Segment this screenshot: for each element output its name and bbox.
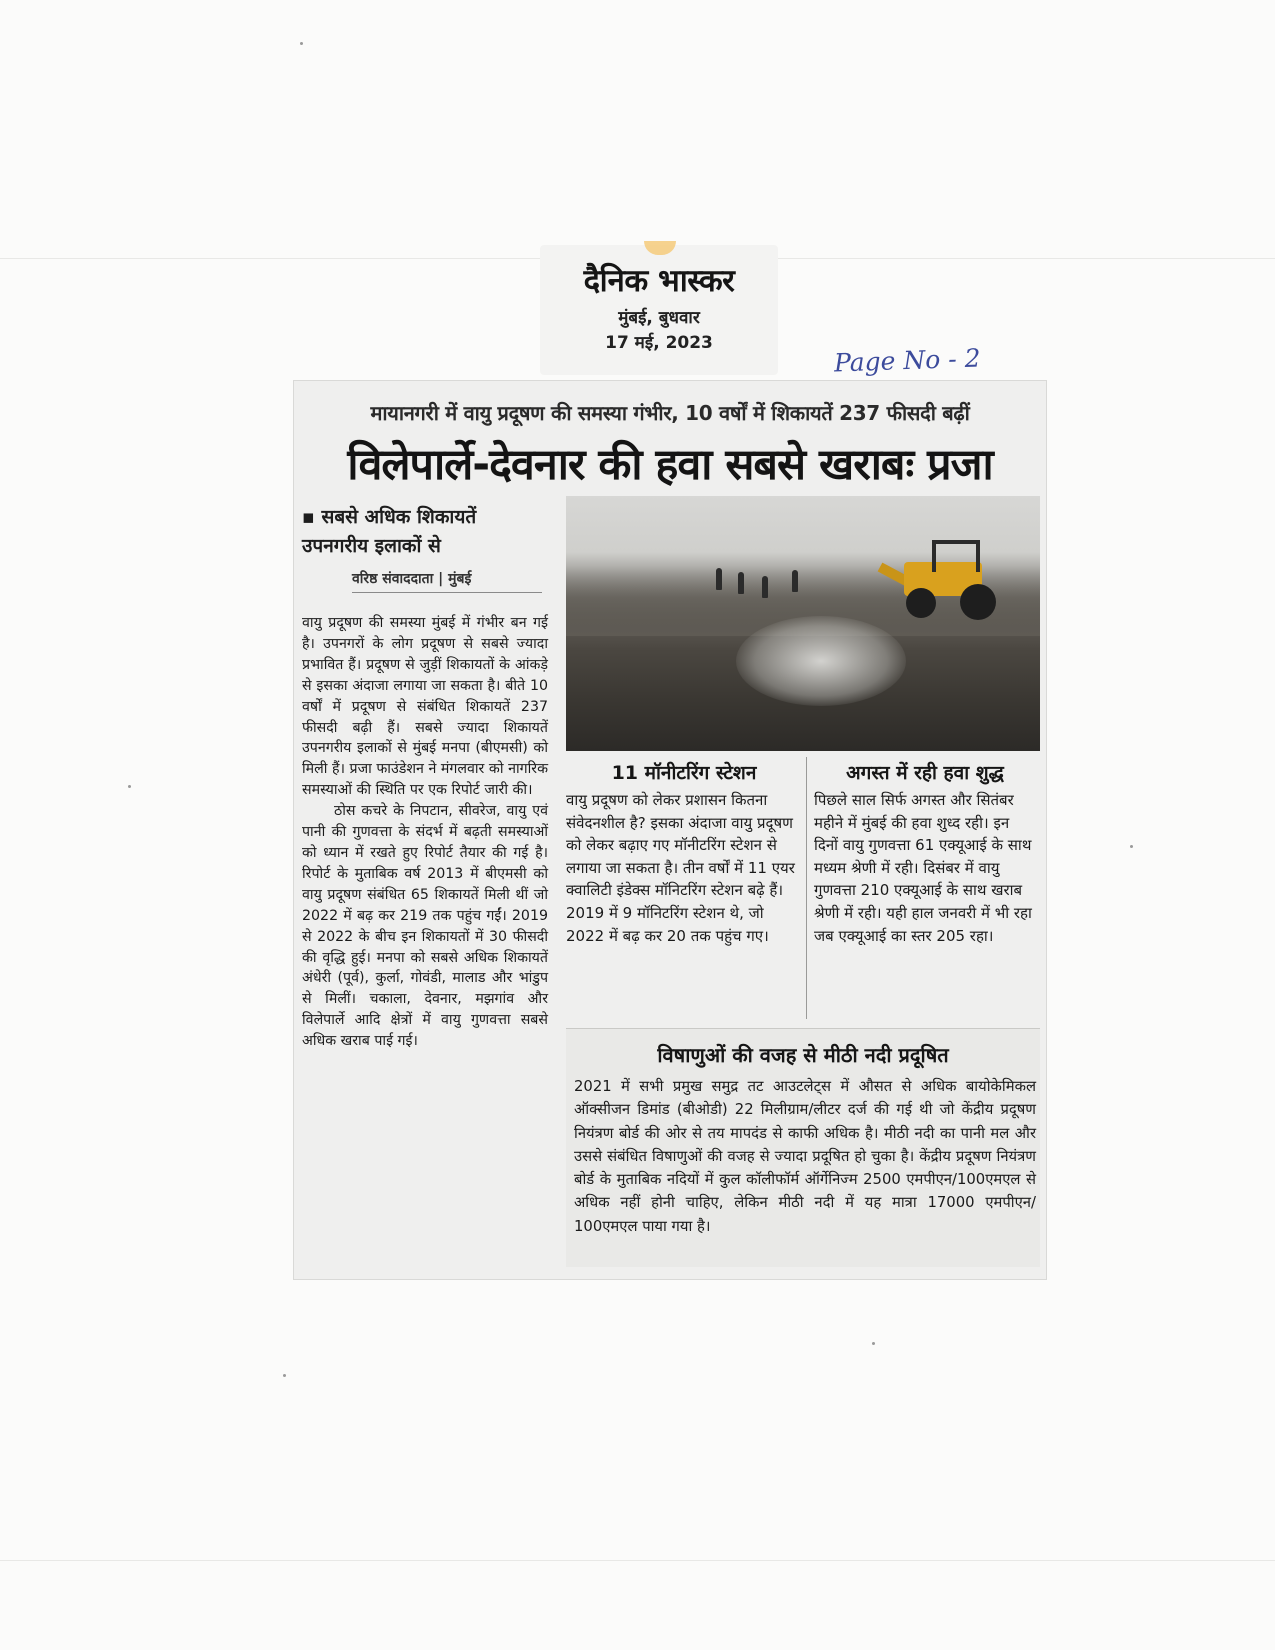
- news-clipping: [293, 380, 1047, 1280]
- side2-heading: अगस्त में रही हवा शुद्ध: [846, 762, 1004, 784]
- column-divider: [806, 757, 807, 1019]
- landfill-photo: [566, 496, 1040, 751]
- photo-smoke: [736, 616, 906, 706]
- byline: वरिष्ठ संवाददाता | मुंबई: [352, 569, 542, 593]
- subhead-line-1: ▪ सबसे अधिक शिकायतें: [302, 506, 477, 528]
- photo-worker: [762, 576, 768, 598]
- photo-worker: [738, 572, 744, 594]
- handwritten-page-number: Page No - 2: [833, 343, 981, 378]
- article-paragraph: ठोस कचरे के निपटान, सीवरेज, वायु एवं पानी की गुणवत्ता के संदर्भ में बढ़ती समस्याओं को ध्यान में रखते हुए रिपोर्ट तैयार की गई है। रिपोर्ट के मुताबिक वर्ष 2013 में बीएमसी को वायु प्रदूषण संबंधित 65 शिकायतें मिली थीं जो 2022 में बढ़ कर 219 तक पहुंच गईं। 2019 से 2022 के बीच इन शिकायतों में 30 फीसदी की वृद्धि हुई। मनपा को सबसे अधिक शिकायतें अंधेरी (पूर्व), कुर्ला, गोवंडी, मालाड और भांडुप से मिलीं। चकाला, देवनार, मझगांव और विलेपार्ले आदि क्षेत्रों में वायु गुणवत्ता सबसे अधिक खराब पाई गई।: [302, 803, 548, 1050]
- article-paragraph: वायु प्रदूषण की समस्या मुंबई में गंभीर बन गई है। उपनगरों के लोग प्रदूषण से सबसे ज्यादा प्रभावित हैं। प्रदूषण से जुड़ीं शिकायतों के आंकड़े से इसका अंदाजा लगाया जा सकता है। बीते 10 वर्षों में प्रदूषण से संबंधित शिकायतें 237 फीसदी बढ़ी हैं। सबसे ज्यादा शिकायतें उपनगरीय इलाकों से मुंबई मनपा (बीएमसी) को मिली हैं। प्रजा फाउंडेशन ने मंगलवार को नागरिक समस्याओं की स्थिति पर एक रिपोर्ट जारी की।: [302, 615, 548, 799]
- scan-line: [0, 1560, 1275, 1561]
- dust-speck: [300, 42, 303, 45]
- box-heading: विषाणुओं की वजह से मीठी नदी प्रदूषित: [657, 1043, 949, 1067]
- side1-heading: 11 मॉनीटरिंग स्टेशन: [611, 762, 757, 784]
- masthead: [540, 245, 778, 375]
- photo-worker: [716, 568, 722, 590]
- article-subhead: [302, 503, 542, 561]
- mithi-river-box: [566, 1028, 1040, 1267]
- photo-worker: [792, 570, 798, 592]
- article-body: [302, 613, 548, 1052]
- article-overline: मायानगरी में वायु प्रदूषण की समस्या गंभीर, 10 वर्षों में शिकायतें 237 फीसदी बढ़ीं: [370, 401, 970, 425]
- dust-speck: [128, 785, 131, 788]
- city-day: मुंबई, बुधवार: [618, 308, 700, 328]
- side2-body: पिछले साल सिर्फ अगस्त और सितंबर महीने में मुंबई की हवा शुध्द रही। इन दिनों वायु गुणवत्ता 61 एक्यूआई के साथ मध्यम श्रेणी में रही। दिसंबर में वायु गुणवत्ता 210 एक्यूआई के साथ खराब श्रेणी में रही। यही हाल जनवरी में भी रहा जब एक्यूआई का स्तर 205 रहा।: [814, 791, 1032, 945]
- dust-speck: [872, 1342, 875, 1345]
- paper-name: दैनिक भास्कर: [583, 263, 735, 299]
- dust-speck: [283, 1374, 286, 1377]
- issue-date: 17 मई, 2023: [605, 333, 713, 353]
- photo-jcb-excavator: [876, 536, 1006, 616]
- masthead-sun-logo: [644, 241, 676, 255]
- article-headline: विलेपार्ले-देवनार की हवा सबसे खराबः प्रजा: [347, 440, 993, 490]
- dust-speck: [1130, 845, 1133, 848]
- subhead-line-2: उपनगरीय इलाकों से: [302, 535, 441, 557]
- box-body: 2021 में सभी प्रमुख समुद्र तट आउटलेट्स में औसत से अधिक बायोकेमिकल ऑक्सीजन डिमांड (बीओडी) 22 मिलीग्राम/लीटर दर्ज की गई थी जो केंद्रीय प्रदूषण नियंत्रण बोर्ड की ओर से तय मापदंड से काफी अधिक है। मीठी नदी का पानी मल और उससे संबंधित विषाणुओं की वजह से ज्यादा प्रदूषित हो चुका है। केंद्रीय प्रदूषण नियंत्रण बोर्ड के मुताबिक नदियों में कुल कॉलीफॉर्म ऑर्गेनिज्म 2500 एमपीएन/100एमएल से अधिक नहीं होनी चाहिए, लेकिन मीठी नदी में यह मात्रा 17000 एमपीएन/ 100एमएल पाया गया है।: [574, 1078, 1036, 1235]
- side1-body: वायु प्रदूषण को लेकर प्रशासन कितना संवेदनशील है? इसका अंदाजा वायु प्रदूषण को लेकर बढ़ाए गए मॉनीटरिंग स्टेशन से लगाया जा सकता है। तीन वर्षों में 11 एयर क्वालिटी इंडेक्स मॉनिटरिंग स्टेशन बढ़े हैं। 2019 में 9 मॉनिटरिंग स्टेशन थे, जो 2022 में बढ़ कर 20 तक पहुंच गए।: [566, 791, 795, 945]
